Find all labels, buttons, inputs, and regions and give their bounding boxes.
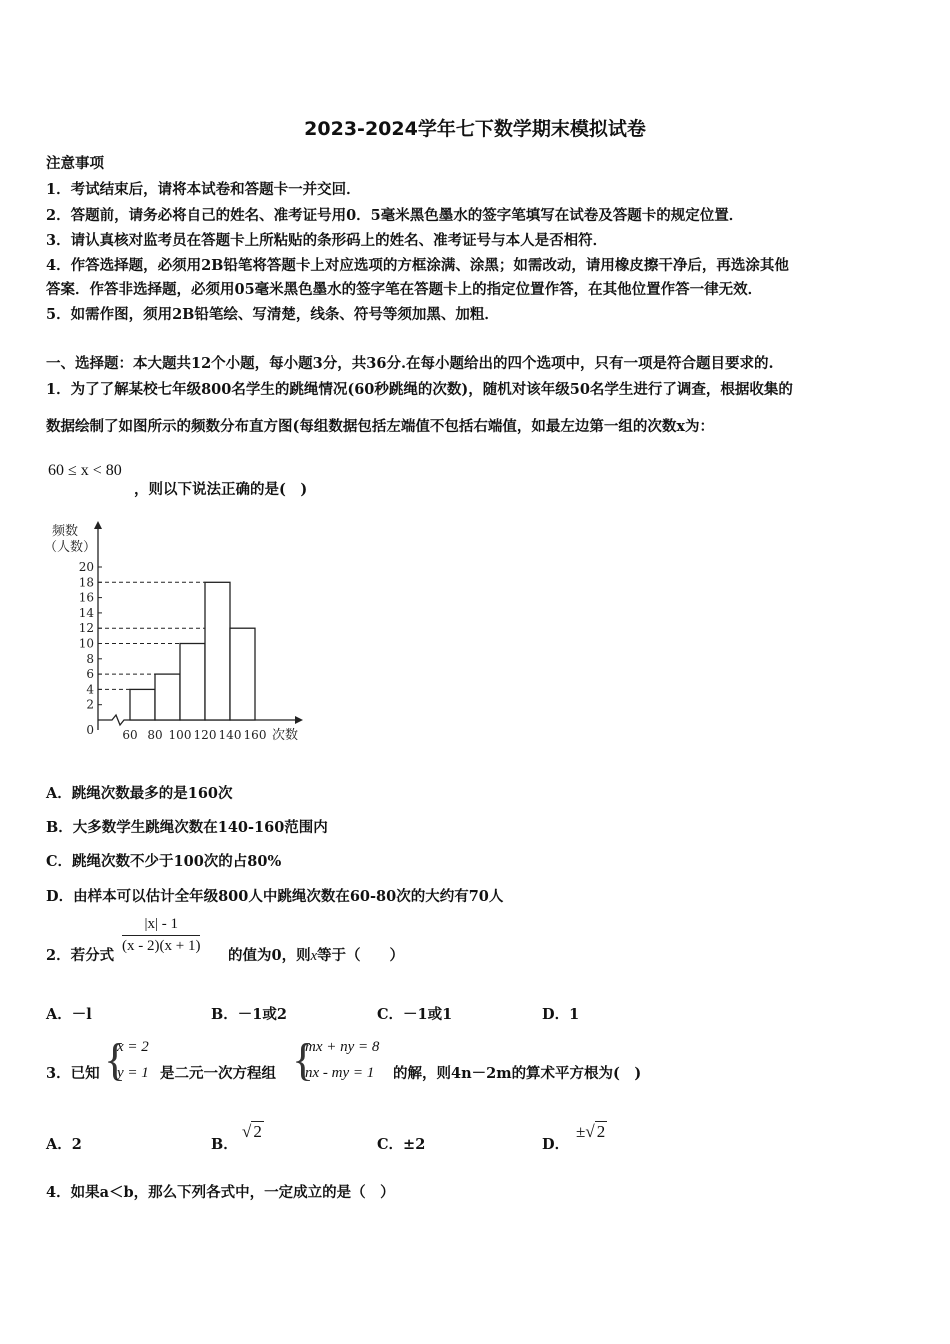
q3-option-b-sqrt: √ 2 — [242, 1122, 262, 1141]
page-title: 2023-2024学年七下数学期末模拟试卷 — [304, 118, 646, 140]
histogram-bar-60-80 — [130, 689, 155, 720]
notice-item-3: 3．请认真核对监考员在答题卡上所粘贴的条形码上的姓名、准考证号与本人是否相符． — [46, 232, 608, 249]
y-tick-label: 14 — [78, 605, 94, 620]
notice-item-1: 1．考试结束后，请将本试卷和答题卡一并交回． — [46, 181, 361, 198]
notice-heading: 注意事项 — [46, 155, 104, 172]
q3-option-d-radicand: 2 — [596, 1122, 606, 1141]
q2-option-d[interactable]: D．1 — [542, 1006, 580, 1023]
y-tick-label: 16 — [78, 590, 94, 605]
q1-line3: ，则以下说法正确的是( ) — [134, 481, 308, 498]
y-tick-label: 6 — [86, 667, 94, 682]
q3-system-2 — [305, 1034, 379, 1086]
q2-fraction — [122, 916, 200, 955]
q3-option-d-sqrt: ±√ 2 — [576, 1122, 606, 1141]
q3-system-1 — [117, 1034, 149, 1086]
y-axis-arrow — [94, 521, 102, 529]
q3-sys2-eq1: mx + ny = 8 — [305, 1039, 380, 1055]
y-axis-title-2: （人数） — [44, 540, 97, 555]
x-tick-label: 160 — [243, 728, 267, 742]
q1-option-a[interactable]: A．跳绳次数最多的是160次 — [46, 785, 233, 802]
histogram-chart — [40, 515, 310, 755]
q2-option-a[interactable]: A．－l — [46, 1006, 92, 1023]
q3-brace-2: { — [292, 1034, 315, 1085]
x-tick-label: 120 — [193, 728, 217, 742]
y-tick-label: 18 — [78, 575, 94, 590]
notice-item-4: 4．作答选择题，必须用2B铅笔将答题卡上对应选项的方框涂满、涂黑；如需改动，请用橡皮擦干净后，再选涂其他 — [46, 257, 789, 274]
q3-option-b[interactable]: B． — [211, 1136, 238, 1153]
y-tick-label: 12 — [78, 621, 94, 636]
histogram-bar-140-160 — [230, 628, 255, 720]
q2-suffix-a: 的值为0，则 — [228, 947, 311, 964]
q3-sys1-eq1: x = 2 — [117, 1039, 149, 1055]
y-tick-label: 20 — [78, 560, 94, 574]
x-tick-label: 80 — [147, 728, 163, 742]
x-axis-arrow — [295, 716, 303, 724]
q2-suffix — [228, 944, 404, 965]
q2-denominator: (x - 2)(x + 1) — [122, 938, 201, 954]
q3-sys1-eq2: y = 1 — [117, 1065, 149, 1081]
histogram-bar-80-100 — [155, 674, 180, 720]
histogram-bar-100-120 — [180, 644, 205, 721]
y-tick-label: 2 — [86, 697, 94, 712]
q2-numerator: |x| - 1 — [122, 916, 200, 936]
q3-sys2-eq2: nx - my = 1 — [305, 1065, 375, 1081]
q3-prefix: 3．已知 — [46, 1065, 100, 1082]
q2-var: x — [310, 948, 318, 964]
q3-option-d[interactable]: D． — [542, 1136, 570, 1153]
q3-option-a[interactable]: A．2 — [46, 1136, 82, 1153]
y-tick-label: 0 — [86, 723, 94, 737]
q1-line2: 数据绘制了如图所示的频数分布直方图(每组数据包括左端值不包括右端值，如最左边第一组的次数x为： — [46, 418, 715, 435]
q1-line1: 1．为了了解某校七年级800名学生的跳绳情况(60秒跳绳的次数)，随机对该年级50名学生进行了调查，根据收集的 — [46, 381, 793, 398]
x-tick-label: 100 — [168, 728, 192, 742]
q4-text: 4．如果a＜b，那么下列各式中，一定成立的是（ ） — [46, 1184, 395, 1201]
notice-item-4-cont: 答案．作答非选择题，必须用05毫米黑色墨水的签字笔在答题卡上的指定位置作答，在其他位置作答一律无效． — [46, 281, 763, 298]
q3-option-d-pm: ± — [576, 1122, 586, 1141]
y-tick-label: 10 — [78, 636, 94, 651]
y-tick-label: 4 — [86, 682, 94, 697]
q3-option-c[interactable]: C．±2 — [377, 1136, 426, 1153]
q1-option-b[interactable]: B．大多数学生跳绳次数在140-160范围内 — [46, 819, 328, 836]
x-axis-title: 次数 — [272, 728, 299, 743]
q1-option-d[interactable]: D．由样本可以估计全年级800人中跳绳次数在60-80次的大约有70人 — [46, 888, 504, 905]
notice-item-2: 2．答题前，请务必将自己的姓名、准考证号用0．5毫米黑色墨水的签字笔填写在试卷及答题卡的规定位置． — [46, 207, 744, 224]
y-tick-label: 8 — [86, 651, 94, 666]
q2-option-c[interactable]: C．－1或1 — [377, 1006, 453, 1023]
y-axis-title-1: 频数 — [52, 524, 79, 539]
q3-brace-1: { — [104, 1034, 127, 1085]
x-tick-label: 140 — [218, 728, 242, 742]
q3-middle: 是二元一次方程组 — [160, 1065, 276, 1082]
q3-suffix: 的解，则4n－2m的算术平方根为( ) — [393, 1065, 642, 1082]
q1-option-c[interactable]: C．跳绳次数不少于100次的占80% — [46, 853, 282, 870]
q2-option-b[interactable]: B．－1或2 — [211, 1006, 287, 1023]
notice-item-5: 5．如需作图，须用2B铅笔绘、写清楚，线条、符号等须加黑、加粗． — [46, 306, 499, 323]
q2-prefix: 2．若分式 — [46, 947, 115, 964]
section-heading: 一、选择题：本大题共12个小题，每小题3分，共36分.在每小题给出的四个选项中，只有一项是符合题目要求的. — [46, 355, 774, 372]
q1-range-math: 60 ≤ x < 80 — [48, 462, 122, 479]
x-tick-label: 60 — [122, 728, 138, 742]
q2-suffix-b: 等于（ ） — [317, 947, 405, 964]
q3-option-b-radicand: 2 — [253, 1122, 262, 1141]
histogram-bar-120-140 — [205, 582, 230, 720]
